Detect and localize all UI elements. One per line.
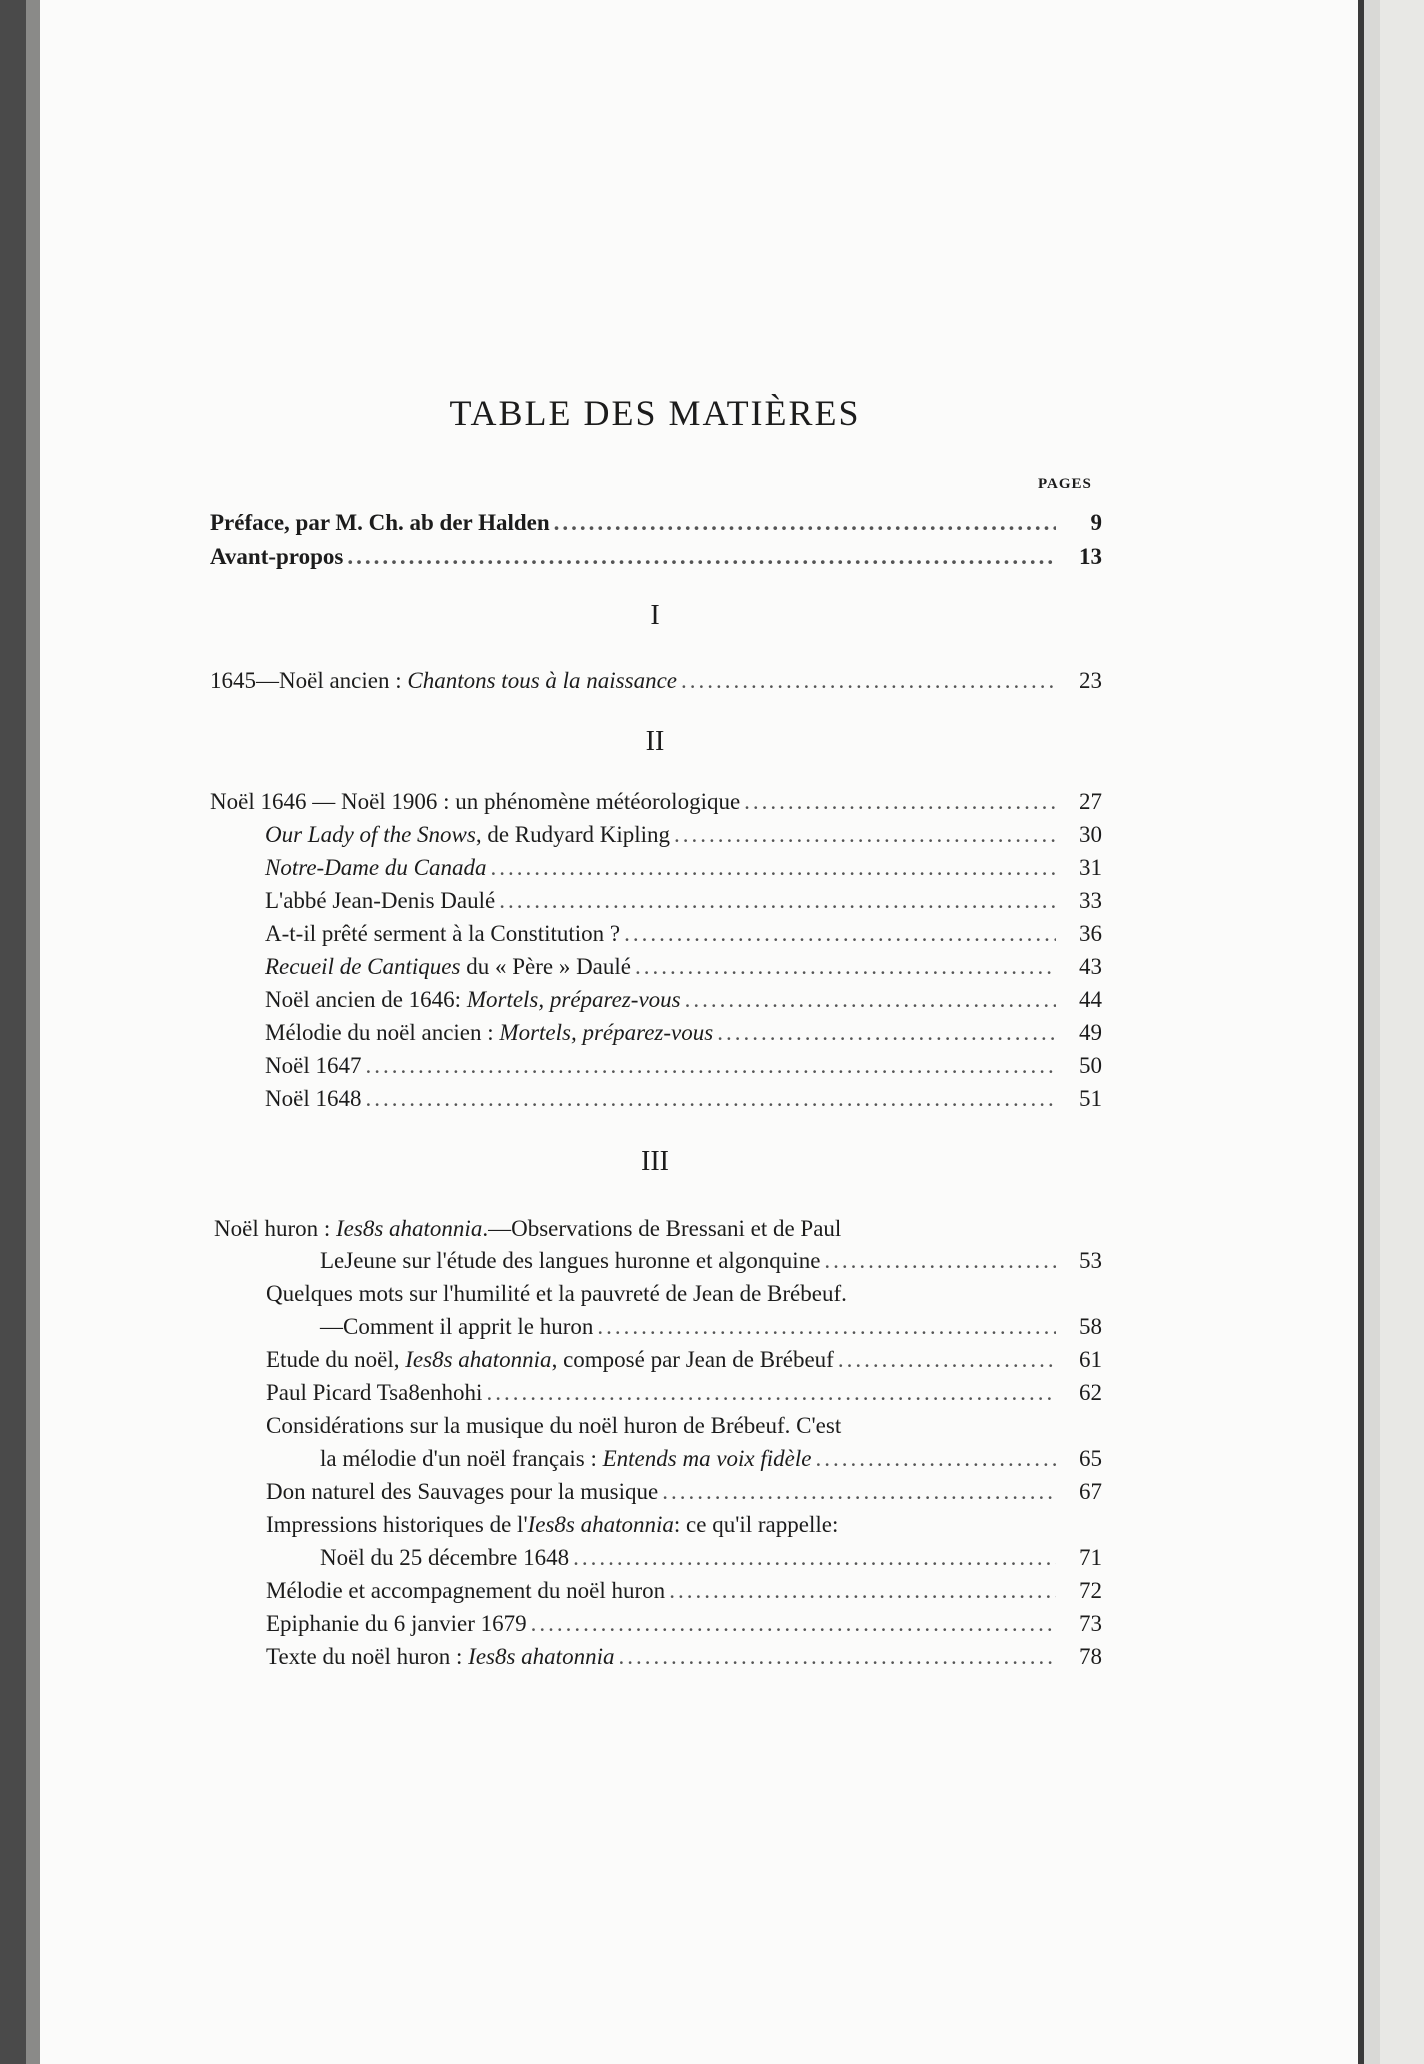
entry-label: Mélodie et accompagnement du noël huron [266, 1578, 666, 1603]
page-number: 67 [1079, 1479, 1102, 1504]
toc-entry[interactable] [265, 1016, 1102, 1050]
leader-dots [838, 1343, 1056, 1377]
entry-label: A-t-il prêté serment à la Constitution ? [265, 921, 621, 946]
toc-entry[interactable] [265, 1049, 1102, 1083]
entry-label: Mélodie du noël ancien : Mortels, préparez-vous [265, 1020, 714, 1045]
leader-dots [573, 1541, 1056, 1575]
section-heading-1: I [650, 600, 660, 631]
page-number: 33 [1079, 888, 1102, 913]
page-number: 23 [1079, 668, 1102, 693]
toc-entry[interactable] [266, 1607, 1102, 1641]
toc-entry[interactable] [210, 664, 1102, 698]
leader-dots [744, 785, 1056, 819]
toc-entry[interactable] [320, 1310, 1102, 1344]
leader-dots [624, 917, 1056, 951]
toc-entry[interactable] [266, 1574, 1102, 1608]
leader-dots [347, 540, 1056, 574]
page-number: 72 [1079, 1578, 1102, 1603]
toc-entry[interactable] [266, 1640, 1102, 1674]
page-number: 31 [1079, 855, 1102, 880]
page-number: 53 [1079, 1248, 1102, 1273]
page-number: 78 [1079, 1644, 1102, 1669]
entry-label: la mélodie d'un noël français : Entends ma voix fidèle [320, 1446, 812, 1471]
toc-entry[interactable] [266, 1475, 1102, 1509]
page-number: 65 [1079, 1446, 1102, 1471]
leader-dots [486, 1376, 1056, 1410]
toc-entry[interactable] [266, 1376, 1102, 1410]
page-number: 51 [1079, 1086, 1102, 1111]
entry-label: Noël du 25 décembre 1648 [320, 1545, 570, 1570]
entry-label: Noël ancien de 1646: Mortels, préparez-vous [265, 987, 681, 1012]
page-number: 9 [1090, 510, 1102, 535]
leader-dots [662, 1475, 1056, 1509]
toc-entry[interactable] [265, 917, 1102, 951]
page-number: 43 [1079, 954, 1102, 979]
page-number: 58 [1079, 1314, 1102, 1339]
entry-label: 1645—Noël ancien : Chantons tous à la naissance [210, 668, 677, 693]
page-title: TABLE DES MATIÈRES [449, 393, 861, 433]
page-number: 27 [1079, 789, 1102, 814]
book-binding-left [0, 0, 40, 2064]
leader-dots [674, 818, 1056, 852]
toc-entry[interactable] [266, 1343, 1102, 1377]
section-heading-2: II [645, 726, 665, 757]
toc-entry-avant-propos[interactable] [210, 540, 1102, 574]
entry-label: Etude du noël, Ies8s ahatonnia, composé par Jean de Brébeuf [266, 1347, 834, 1372]
toc-entry[interactable] [265, 818, 1102, 852]
page-number: 44 [1079, 987, 1102, 1012]
leader-dots [685, 983, 1056, 1017]
leader-dots [490, 851, 1056, 885]
toc-entry[interactable] [265, 851, 1102, 885]
toc-entry-first-line[interactable]: Noël huron : Ies8s ahatonnia.—Observations de Bressani et de Paul [214, 1216, 842, 1241]
page-number: 71 [1079, 1545, 1102, 1570]
toc-entry[interactable] [320, 1244, 1102, 1278]
page-number: 50 [1079, 1053, 1102, 1078]
toc-entry[interactable] [320, 1442, 1102, 1476]
entry-label: Paul Picard Tsa8enhohi [266, 1380, 483, 1405]
entry-label: LeJeune sur l'étude des langues huronne et algonquine [320, 1248, 821, 1273]
leader-dots [554, 506, 1056, 540]
entry-label: Avant-propos [210, 544, 344, 569]
page-number: 13 [1079, 544, 1102, 569]
toc-entry-first-line[interactable]: Considérations sur la musique du noël huron de Brébeuf. C'est [266, 1413, 842, 1438]
page-number: 36 [1079, 921, 1102, 946]
toc-entry[interactable] [265, 950, 1102, 984]
leader-dots [618, 1640, 1056, 1674]
entry-label: —Comment il apprit le huron [320, 1314, 594, 1339]
pages-column-header: PAGES [1038, 476, 1092, 492]
page-number: 61 [1079, 1347, 1102, 1372]
entry-label: Noël 1648 [265, 1086, 362, 1111]
toc-entry[interactable] [210, 785, 1102, 819]
leader-dots [365, 1082, 1056, 1116]
entry-label: Noël 1647 [265, 1053, 362, 1078]
entry-label: Epiphanie du 6 janvier 1679 [266, 1611, 527, 1636]
page-number: 49 [1079, 1020, 1102, 1045]
leader-dots [717, 1016, 1056, 1050]
leader-dots [681, 664, 1056, 698]
toc-entry-first-line[interactable]: Impressions historiques de l'Ies8s ahatonnia: ce qu'il rappelle: [266, 1512, 839, 1537]
entry-label: Texte du noël huron : Ies8s ahatonnia [266, 1644, 615, 1669]
entry-label: Noël 1646 — Noël 1906 : un phénomène météorologique [210, 789, 741, 814]
toc-entry[interactable] [265, 983, 1102, 1017]
page-number: 73 [1079, 1611, 1102, 1636]
toc-entry[interactable] [265, 884, 1102, 918]
entry-label: Notre-Dame du Canada [265, 855, 487, 880]
toc-entry-first-line[interactable]: Quelques mots sur l'humilité et la pauvreté de Jean de Brébeuf. [266, 1281, 847, 1306]
section-heading-3: III [641, 1146, 669, 1177]
page-number: 62 [1079, 1380, 1102, 1405]
entry-label: Recueil de Cantiques du « Père » Daulé [265, 954, 631, 979]
leader-dots [597, 1310, 1056, 1344]
leader-dots [824, 1244, 1056, 1278]
entry-label: L'abbé Jean-Denis Daulé [265, 888, 496, 913]
toc-entry-preface[interactable] [210, 506, 1102, 540]
leader-dots [365, 1049, 1056, 1083]
leader-dots [531, 1607, 1056, 1641]
leader-dots [815, 1442, 1056, 1476]
book-edge-right [1358, 0, 1424, 2064]
toc-entry[interactable] [265, 1082, 1102, 1116]
entry-label: Don naturel des Sauvages pour la musique [266, 1479, 659, 1504]
page-number: 30 [1079, 822, 1102, 847]
leader-dots [499, 884, 1056, 918]
entry-label: Our Lady of the Snows, de Rudyard Kipling [265, 822, 671, 847]
toc-entry[interactable] [320, 1541, 1102, 1575]
leader-dots [669, 1574, 1056, 1608]
leader-dots [635, 950, 1056, 984]
entry-label: Préface, par M. Ch. ab der Halden [210, 510, 550, 535]
